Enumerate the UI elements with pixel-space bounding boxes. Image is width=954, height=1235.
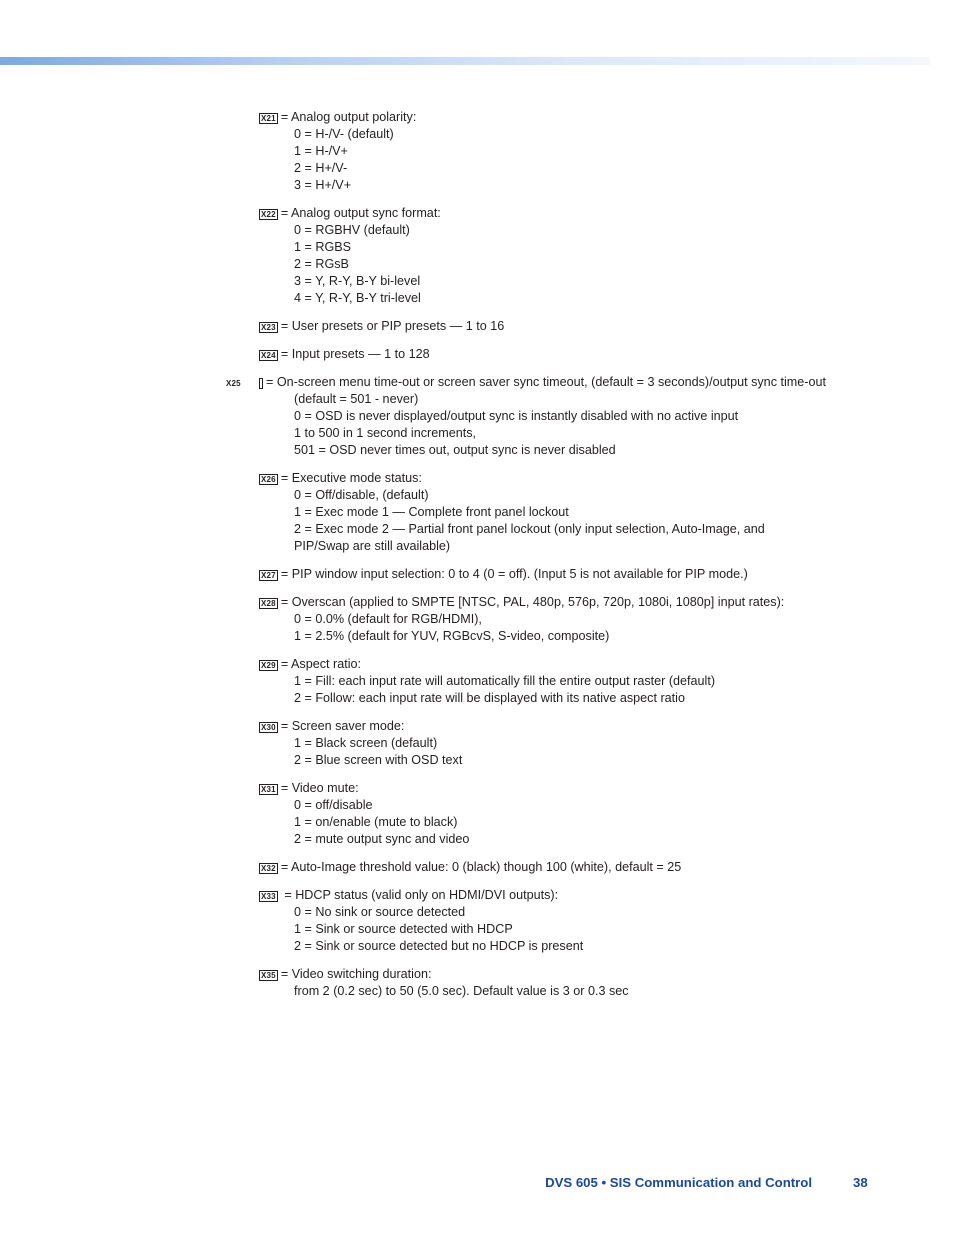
definition-heading: [259, 566, 859, 583]
definition-value-line: 1 = Exec mode 1 — Complete front panel lockout: [294, 505, 569, 519]
definition-value-line: 1 = Fill: each input rate will automatically fill the entire output raster (default): [294, 674, 716, 688]
variable-definitions: [226, 109, 859, 1011]
definition-value-line: 4 = Y, R-Y, B-Y tri-level: [294, 291, 421, 305]
definition-heading: [259, 470, 859, 487]
definition-value-line: 2 = mute output sync and video: [294, 832, 470, 846]
variable-badge: X30: [261, 723, 276, 732]
variable-badge: X31: [261, 785, 276, 794]
page-number: 38: [853, 1175, 868, 1190]
definition-description: = PIP window input selection: 0 to 4 (0 = off). (Input 5 is not available for PIP mode.): [280, 567, 748, 581]
definition-value-line: 0 = H-/V- (default): [294, 127, 394, 141]
definition-description: = On-screen menu time-out or screen saver sync timeout, (default = 3 seconds)/output sync time-out (default = 501 - never): [266, 375, 826, 406]
definition-value-line: 1 = Black screen (default): [294, 736, 438, 750]
definition-value-line: 2 = H+/V-: [294, 161, 348, 175]
variable-badge: X25: [259, 378, 263, 389]
definition-value-line: PIP/Swap are still available): [294, 539, 451, 553]
definition-value-line: 2 = Follow: each input rate will be displayed with its native aspect ratio: [294, 691, 685, 705]
definition-heading: [259, 718, 859, 735]
definition-description: = Aspect ratio:: [280, 657, 361, 671]
definition-entry: [259, 780, 859, 848]
definition-heading: [259, 346, 859, 363]
definition-entry: [259, 859, 859, 876]
definition-heading: [259, 859, 859, 876]
variable-badge: X24: [261, 351, 276, 360]
definition-value-line: 2 = Exec mode 2 — Partial front panel lockout (only input selection, Auto-Image, and: [294, 522, 765, 536]
definition-description: = User presets or PIP presets — 1 to 16: [280, 319, 505, 333]
definition-heading: [259, 656, 859, 673]
definition-value-line: 2 = Sink or source detected but no HDCP is present: [294, 939, 584, 953]
variable-badge: X35: [261, 971, 276, 980]
variable-badge: X32: [261, 864, 276, 873]
definition-value-line: from 2 (0.2 sec) to 50 (5.0 sec). Default value is 3 or 0.3 sec: [294, 984, 629, 998]
definition-description: = Input presets — 1 to 128: [280, 347, 430, 361]
definition-entry: [259, 966, 859, 1000]
definition-description: = HDCP status (valid only on HDMI/DVI outputs):: [280, 888, 559, 902]
definition-value-line: 1 = H-/V+: [294, 144, 348, 158]
definition-entry: [259, 346, 859, 363]
definition-description: = Screen saver mode:: [280, 719, 405, 733]
definition-value-line: 2 = RGsB: [294, 257, 349, 271]
header-gradient-bar: [0, 57, 930, 65]
variable-badge: X28: [261, 599, 276, 608]
definition-entry: [259, 656, 859, 707]
definition-value-line: 0 = 0.0% (default for RGB/HDMI),: [294, 612, 482, 626]
definition-heading: [259, 318, 859, 335]
definition-entry: [259, 318, 859, 335]
definition-heading: [259, 205, 859, 222]
definition-description: = Video mute:: [280, 781, 359, 795]
page-footer: [0, 1175, 954, 1193]
variable-badge: X33: [261, 892, 276, 901]
definition-value-line: 2 = Blue screen with OSD text: [294, 753, 463, 767]
variable-badge: X22: [261, 210, 276, 219]
definition-entry: [259, 887, 859, 955]
definition-heading: [259, 887, 859, 904]
definition-value-line: 0 = RGBHV (default): [294, 223, 410, 237]
definition-value-line: 1 = 2.5% (default for YUV, RGBcvS, S-video, composite): [294, 629, 610, 643]
definition-value-line: 1 = on/enable (mute to black): [294, 815, 458, 829]
definition-description: = Analog output polarity:: [280, 110, 417, 124]
variable-badge: X27: [261, 571, 276, 580]
definition-entry: [259, 594, 859, 645]
variable-badge: X26: [261, 475, 276, 484]
definition-value-line: 1 to 500 in 1 second increments,: [294, 426, 477, 440]
definition-value-line: 0 = Off/disable, (default): [294, 488, 429, 502]
definition-value-line: 501 = OSD never times out, output sync is never disabled: [294, 443, 616, 457]
definition-heading: [259, 966, 859, 983]
definition-entry: [226, 374, 859, 459]
definition-value-line: 0 = off/disable: [294, 798, 373, 812]
definition-description: = Auto-Image threshold value: 0 (black) though 100 (white), default = 25: [280, 860, 682, 874]
definition-value-line: 1 = Sink or source detected with HDCP: [294, 922, 513, 936]
footer-title: DVS 605 • SIS Communication and Control: [545, 1175, 812, 1190]
definition-description: = Video switching duration:: [280, 967, 432, 981]
definition-entry: [259, 109, 859, 194]
definition-description: = Executive mode status:: [280, 471, 422, 485]
definition-value-line: 0 = OSD is never displayed/output sync is instantly disabled with no active input: [294, 409, 739, 423]
definition-value-line: 3 = Y, R-Y, B-Y bi-level: [294, 274, 421, 288]
definition-heading: [259, 780, 859, 797]
definition-heading: [226, 374, 831, 408]
definition-description: = Analog output sync format:: [280, 206, 441, 220]
variable-badge: X23: [261, 323, 276, 332]
definition-value-line: 1 = RGBS: [294, 240, 352, 254]
definition-entry: [259, 470, 859, 555]
definition-heading: [259, 594, 859, 611]
variable-badge: X29: [261, 661, 276, 670]
definition-value-line: 0 = No sink or source detected: [294, 905, 466, 919]
definition-value-line: 3 = H+/V+: [294, 178, 352, 192]
variable-badge: X21: [261, 114, 276, 123]
definition-entry: [259, 566, 859, 583]
definition-entry: [259, 718, 859, 769]
definition-entry: [259, 205, 859, 307]
definition-heading: [259, 109, 859, 126]
definition-description: = Overscan (applied to SMPTE [NTSC, PAL, 480p, 576p, 720p, 1080i, 1080p] input rates):: [280, 595, 785, 609]
